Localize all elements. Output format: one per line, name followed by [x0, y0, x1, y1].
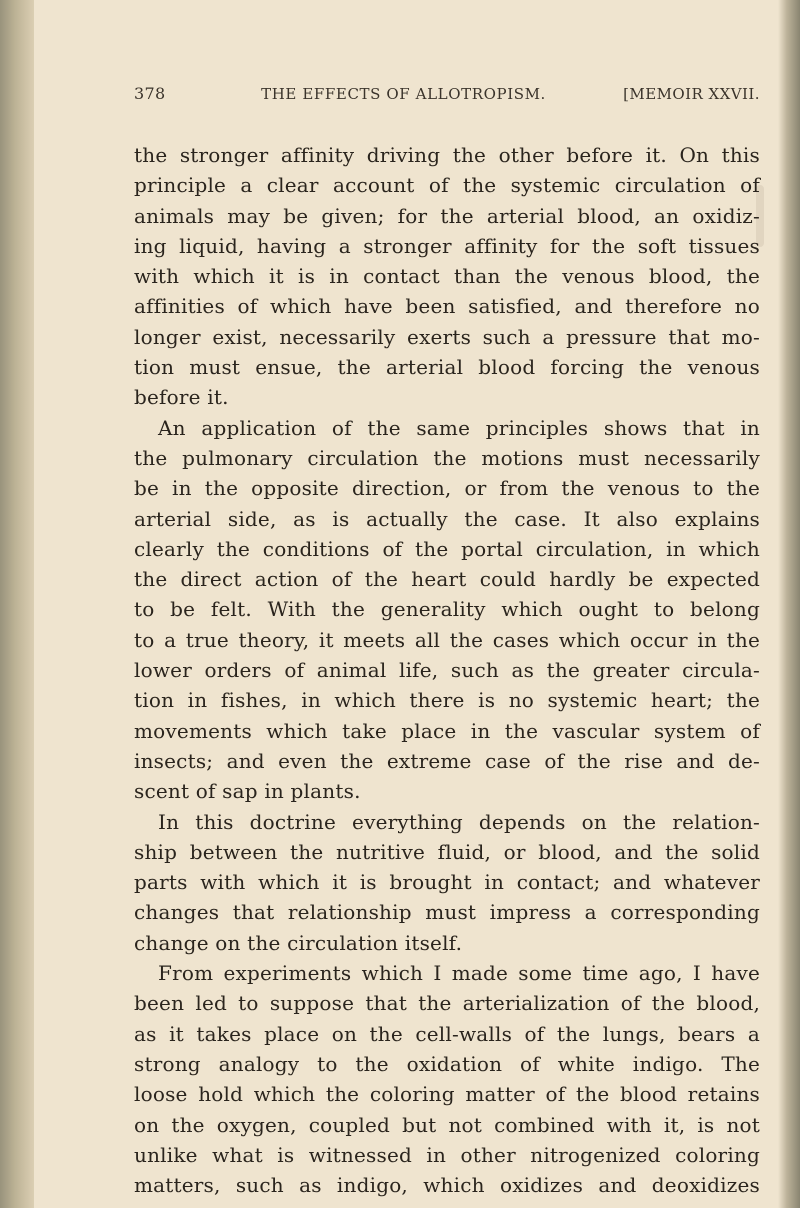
- text-line: lower orders of animal life, such as the greater circula-: [134, 658, 760, 683]
- running-head: [134, 86, 760, 102]
- text-line: affinities of which have been satisfied, and therefore no: [134, 294, 760, 319]
- text-line: changes that relationship must impress a corresponding: [134, 900, 760, 925]
- text-line: movements which take place in the vascular system of: [134, 718, 760, 743]
- text-line: change on the circulation itself.: [134, 930, 463, 955]
- text-line: arterial side, as is actually the case. It also explains: [134, 506, 760, 531]
- text-line: tion must ensue, the arterial blood forcing the venous: [134, 355, 760, 380]
- text-line: principle a clear account of the systemic circulation of: [134, 173, 760, 198]
- text-line: clearly the conditions of the portal circulation, in which: [134, 536, 760, 561]
- page-number: 378: [134, 84, 166, 103]
- text-line: to be felt. With the generality which ought to belong: [134, 597, 760, 622]
- text-line: tion in fishes, in which there is no systemic heart; the: [134, 688, 760, 713]
- text-line: before it.: [134, 385, 229, 410]
- memoir-label: [MEMOIR XXVII.: [623, 85, 760, 103]
- left-binding-shadow: [0, 0, 34, 1208]
- body-text: [134, 140, 760, 1200]
- text-line: scent of sap in plants.: [134, 779, 361, 804]
- right-page-edge: [778, 0, 800, 1208]
- text-line: the direct action of the heart could hardly be expected: [134, 567, 760, 592]
- text-line: From experiments which I made some time ago, I have: [158, 961, 760, 986]
- text-line: loose hold which the coloring matter of the blood retains: [134, 1082, 760, 1107]
- text-line: ship between the nutritive fluid, or blood, and the solid: [134, 839, 760, 864]
- text-line: unlike what is witnessed in other nitrogenized coloring: [134, 1142, 760, 1167]
- text-line: with which it is in contact than the venous blood, the: [134, 264, 760, 289]
- text-line: on the oxygen, coupled but not combined with it, is not: [134, 1112, 760, 1137]
- text-line: matters, such as indigo, which oxidizes and deoxidizes: [134, 1173, 760, 1198]
- text-line: ing liquid, having a stronger affinity for the soft tissues: [134, 233, 760, 258]
- text-line: as it takes place on the cell-walls of the lungs, bears a: [134, 1021, 760, 1046]
- text-line: the pulmonary circulation the motions must necessarily: [134, 445, 760, 470]
- text-line: animals may be given; for the arterial blood, an oxidiz-: [134, 203, 760, 228]
- book-page: [134, 86, 760, 1200]
- text-line: In this doctrine everything depends on the relation-: [158, 809, 760, 834]
- text-line: An application of the same principles shows that in: [158, 415, 760, 440]
- text-line: strong analogy to the oxidation of white indigo. The: [134, 1051, 760, 1076]
- running-title: THE EFFECTS OF ALLOTROPISM.: [261, 85, 546, 103]
- text-line: be in the opposite direction, or from the venous to the: [134, 476, 760, 501]
- text-line: been led to suppose that the arterialization of the blood,: [134, 991, 760, 1016]
- text-line: insects; and even the extreme case of the rise and de-: [134, 748, 760, 773]
- text-line: the stronger affinity driving the other before it. On this: [134, 143, 760, 167]
- text-line: longer exist, necessarily exerts such a pressure that mo-: [134, 324, 760, 349]
- text-line: parts with which it is brought in contact; and whatever: [134, 870, 760, 895]
- text-line: to a true theory, it meets all the cases which occur in the: [134, 627, 760, 652]
